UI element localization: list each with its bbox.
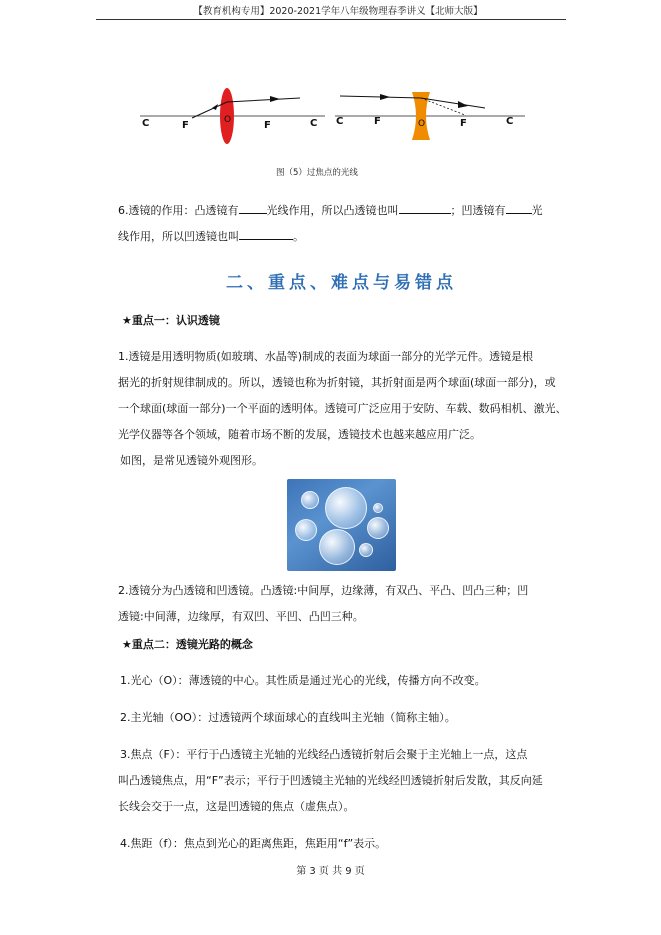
q6-text-f: 。 xyxy=(293,230,304,243)
q6-line-1 xyxy=(118,198,543,224)
right-label-c2: C xyxy=(506,116,514,127)
key1-p3-line-2: 透镜:中间薄，边缘厚，有双凹、平凹、凸凹三种。 xyxy=(118,610,364,623)
lens-shape xyxy=(359,543,373,557)
lens-shape xyxy=(319,529,355,565)
q6-blank-3[interactable] xyxy=(506,199,532,214)
key2-heading: ★重点二：透镜光路的概念 xyxy=(122,638,253,651)
lens-shape xyxy=(367,517,389,539)
q6-text-e: 线作用，所以凹透镜也叫 xyxy=(118,230,239,243)
section-title: 二、重点、难点与易错点 xyxy=(226,273,457,293)
q6-text-d: 光 xyxy=(531,204,543,217)
key1-p2: 如图，是常见透镜外观图形。 xyxy=(120,454,263,467)
left-label-f1: F xyxy=(182,120,189,131)
right-ray-arrow-1 xyxy=(380,94,390,100)
right-label-f1: F xyxy=(374,116,381,127)
key2-item-3-line-1: 3.焦点（F）：平行于凸透镜主光轴的光线经凸透镜折射后会聚于主光轴上一点，这点 xyxy=(120,748,528,761)
key2-item-2: 2.主光轴（OO）：过透镜两个球面球心的直线叫主光轴（简称主轴）。 xyxy=(120,711,456,724)
right-label-f2: F xyxy=(460,118,467,129)
key1-p3-line-1: 2.透镜分为凸透镜和凹透镜。凸透镜:中间厚，边缘薄，有双凸、平凸、凹凸三种；凹 xyxy=(118,584,529,597)
q6-text-a: 6.透镜的作用：凸透镜有 xyxy=(118,204,239,217)
q6-blank-1[interactable] xyxy=(239,199,267,214)
header-divider xyxy=(96,19,566,20)
right-label-o: O xyxy=(418,119,426,129)
key1-p1-line-1: 1.透镜是用透明物质(如玻璃、水晶等)制成的表面为球面一部分的光学元件。透镜是根 xyxy=(118,350,534,363)
right-label-c1: C xyxy=(336,116,344,127)
key2-item-1: 1.光心（O）：薄透镜的中心。其性质是通过光心的光线，传播方向不改变。 xyxy=(120,674,486,687)
lens-shape xyxy=(373,503,383,513)
page-header: 【教育机构专用】2020-2021学年八年级物理春季讲义【北师大版】 xyxy=(193,6,483,17)
focus-rays-diagram xyxy=(130,80,530,150)
left-label-c1: C xyxy=(142,118,150,129)
left-ray-arrow-2 xyxy=(270,96,280,102)
key2-item-3-line-3: 长线会交于一点，这是凹透镜的焦点（虚焦点）。 xyxy=(118,800,355,813)
left-label-c2: C xyxy=(310,118,318,129)
key1-p1-line-4: 光学仪器等各个领域，随着市场不断的发展，透镜技术也越来越应用广泛。 xyxy=(118,428,481,441)
key1-p1-line-3: 一个球面(球面一部分)一个平面的透明体。透镜可广泛应用于安防、车载、数码相机、激光、 xyxy=(118,402,567,415)
left-label-f2: F xyxy=(264,120,271,131)
lens-shape xyxy=(295,519,317,541)
q6-line-2 xyxy=(118,224,304,250)
q6-text-b: 光线作用，所以凸透镜也叫 xyxy=(266,204,399,217)
key1-p1-line-2: 据光的折射规律制成的。所以，透镜也称为折射镜，其折射面是两个球面(球面一部分)，或 xyxy=(118,376,556,389)
lens-photo xyxy=(287,479,396,571)
q6-blank-2[interactable] xyxy=(399,199,451,214)
q6-blank-4[interactable] xyxy=(239,225,293,240)
page-footer: 第 3 页 共 9 页 xyxy=(296,866,365,877)
figure-caption: 图（5）过焦点的光线 xyxy=(276,168,358,178)
key2-item-3-line-2: 叫凸透镜焦点，用“F”表示；平行于凹透镜主光轴的光线经凹透镜折射后发散，其反向延 xyxy=(118,774,543,787)
left-ray xyxy=(192,98,300,118)
q6-text-c: ；凹透镜有 xyxy=(450,204,506,217)
right-ray-arrow-2 xyxy=(458,101,468,108)
lens-shape xyxy=(301,491,319,509)
key2-item-4: 4.焦距（f）：焦点到光心的距离焦距，焦距用“f”表示。 xyxy=(120,837,387,850)
left-label-o: O xyxy=(224,115,232,125)
lens-shape xyxy=(325,487,367,529)
key1-heading: ★重点一：认识透镜 xyxy=(122,314,220,327)
